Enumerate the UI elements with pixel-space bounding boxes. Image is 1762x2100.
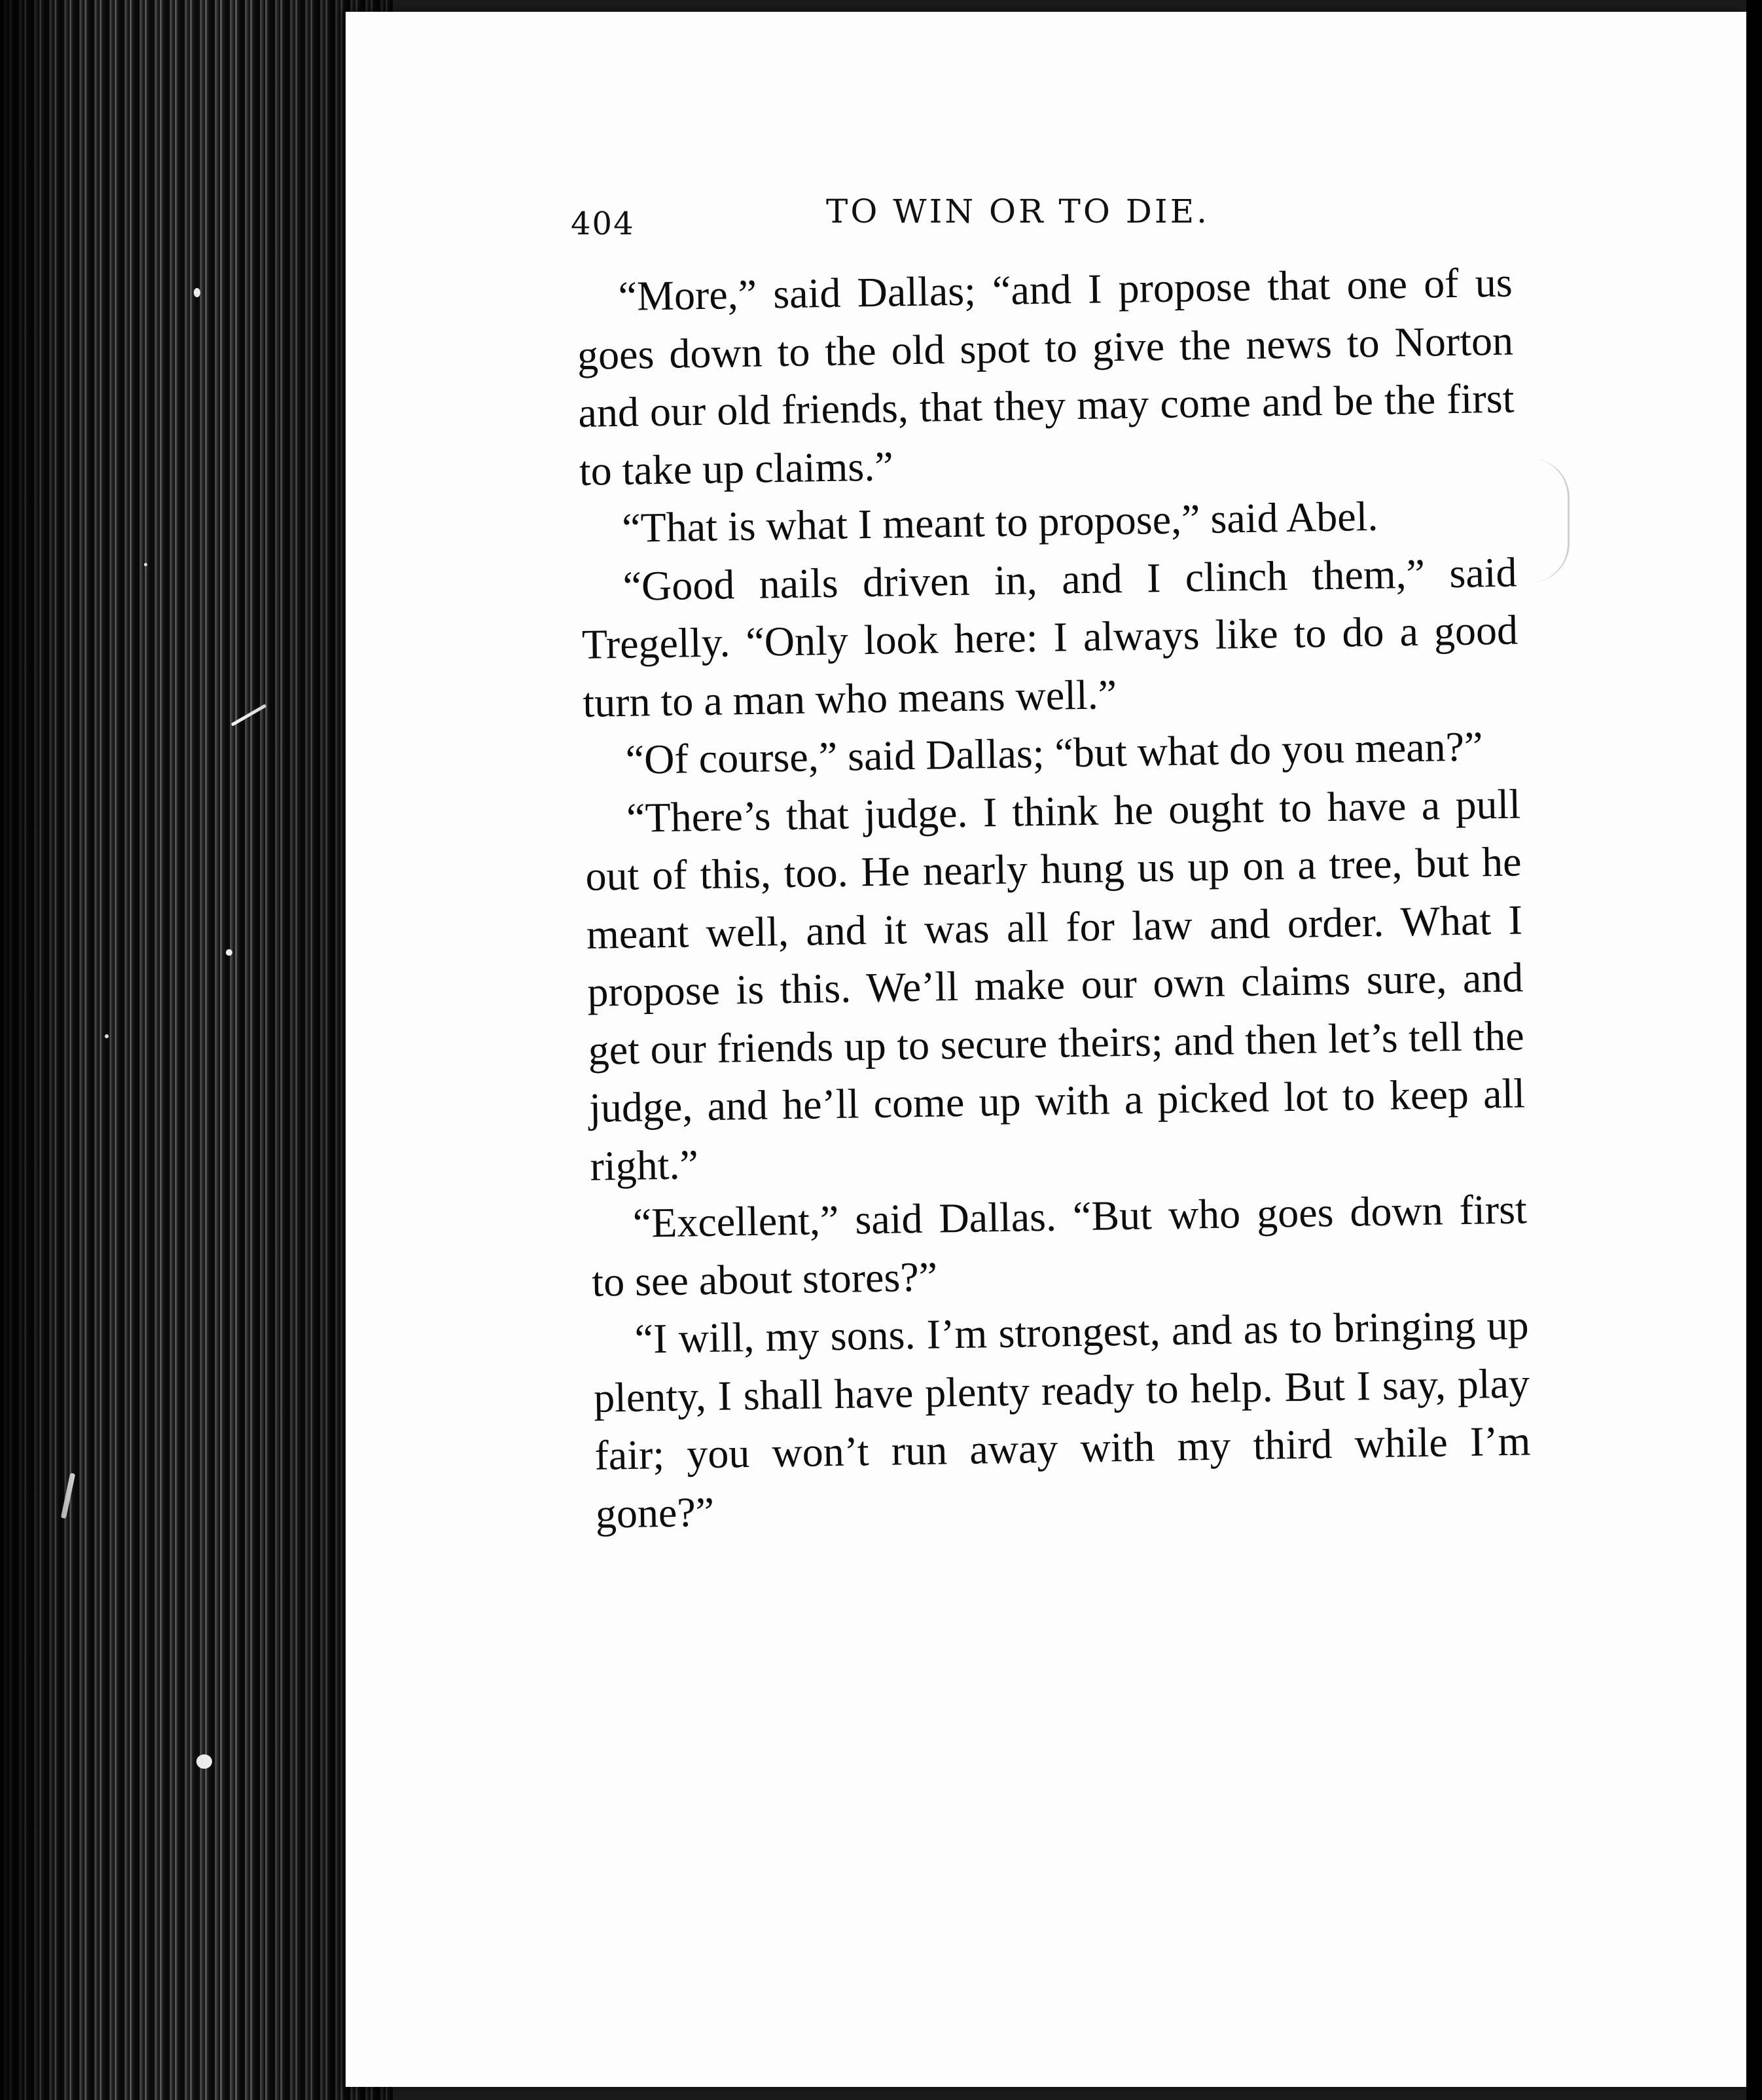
paragraph: “Excellent,” said Dallas. “But who goes down first to see about stores?” <box>591 1186 1528 1305</box>
dust-speck <box>231 704 266 726</box>
scan-border <box>1746 0 1762 2100</box>
dust-speck <box>61 1473 75 1519</box>
running-head <box>571 190 1507 242</box>
running-title: TO WIN OR TO DIE. <box>826 192 1210 230</box>
pencil-margin-mark <box>1522 458 1570 583</box>
dust-speck <box>226 949 232 956</box>
paragraph: “I will, my sons. I’m strongest, and as to bringing up plenty, I shall have plenty ready to help. But I say, play fair; you won’t run away with my third while I’m gone?” <box>593 1301 1531 1537</box>
dust-speck <box>194 288 200 297</box>
book-page-edges <box>0 0 393 2100</box>
dust-speck <box>144 563 147 566</box>
paragraph: “More,” said Dallas; “and I propose that one of us goes down to the old spot to give the news to Norton and our old friends, that they may come and be the first to take up claims.” <box>577 259 1515 494</box>
dust-speck <box>105 1034 109 1038</box>
paragraph: “That is what I meant to propose,” said Abel. <box>621 492 1378 551</box>
paragraph: “Good nails driven in, and I clinch them,” said Tregelly. “Only look here: I always like to do a good turn to a man who means well.” <box>581 548 1519 726</box>
body-text <box>576 254 1532 1543</box>
paragraph: “Of course,” said Dallas; “but what do you mean?” <box>625 723 1483 783</box>
dust-speck <box>196 1754 212 1769</box>
page-number: 404 <box>571 206 635 242</box>
paragraph: “There’s that judge. I think he ought to have a pull out of this, too. He nearly hung us up on a tree, but he meant well, and it was all for law and order. What I propose is this. We’ll make our own claims sure, and get our friends up to secure theirs; and then let’s tell the judge, and he’ll come up with a picked lot to keep all right.” <box>585 780 1526 1189</box>
